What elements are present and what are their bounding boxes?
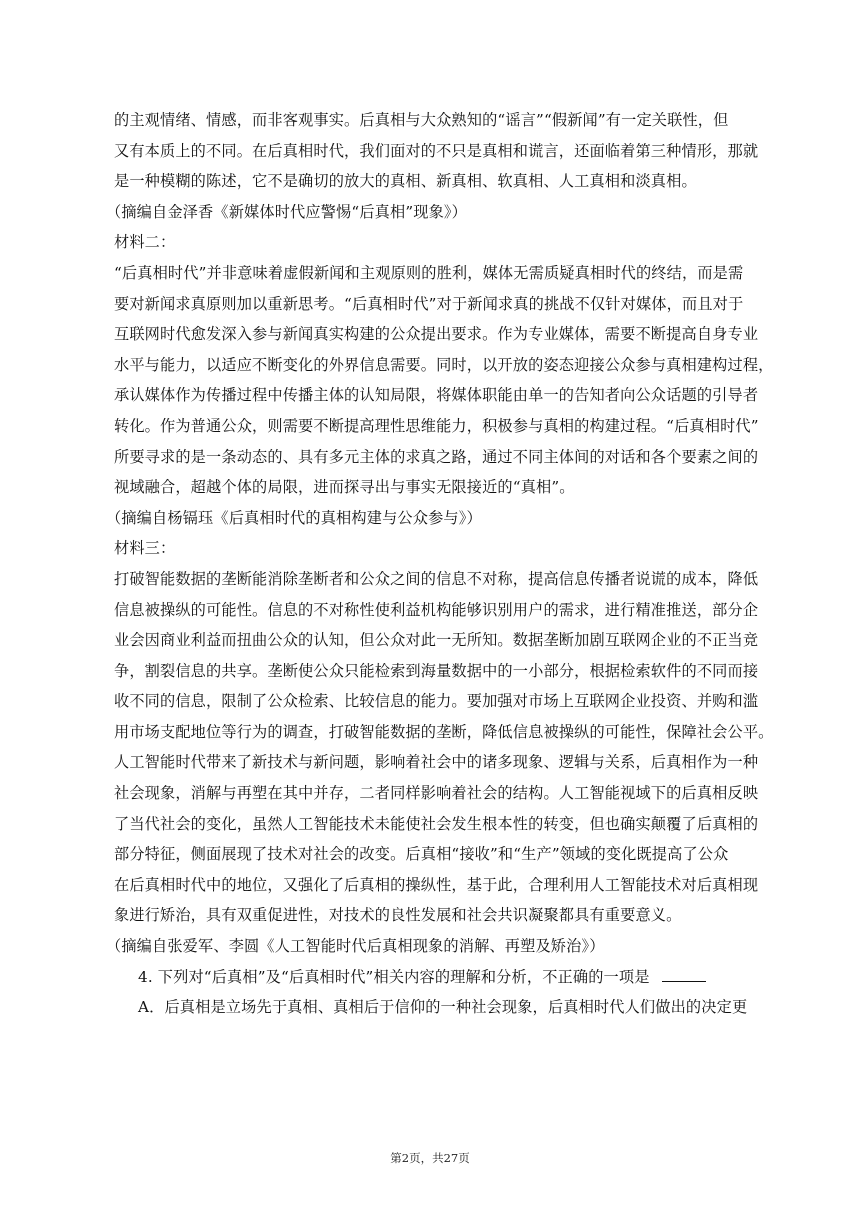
source-citation: [106, 503, 754, 534]
paragraph-line-text: 人工智能时代带来了新技术与新问题，影响着社会中的诸多现象、逻辑与关系，后真相作为一种: [114, 753, 759, 772]
paragraph-line-text: 象进行矫治，具有双重促进性，对技术的良性发展和社会共识凝聚都具有重要意义。: [114, 906, 682, 925]
source-citation: [106, 197, 754, 228]
paragraph-line-text: 的主观情绪、情感，而非客观事实。后真相与大众熟知的“谣言”“假新闻”有一定关联性，但: [114, 111, 729, 129]
paragraph-line-text: 部分特征，侧面展现了技术对社会的改变。后真相“接收”和“生产”领域的变化既提高了公众: [114, 845, 729, 864]
paragraph-line-text: 互联网时代愈发深入参与新闻真实构建的公众提出要求。作为专业媒体，需要不断提高自身专业: [114, 325, 759, 344]
paragraph-line: [114, 258, 754, 289]
paragraph-line: [114, 105, 754, 136]
paragraph-line-text: “后真相时代”并非意味着虚假新闻和主观原则的胜利，媒体无需质疑真相时代的终结，而是需: [114, 263, 744, 282]
answer-option: [114, 992, 754, 1023]
paragraph-line: [114, 319, 759, 350]
paragraph-line-text: 信息被操纵的可能性。信息的不对称性使利益机构能够识别用户的需求，进行精准推送，部分企: [114, 600, 759, 619]
paragraph-line-text: 社会现象，消解与再塑在其中并存，二者同样影响着社会的结构。人工智能视域下的后真相反映: [114, 784, 759, 803]
answer-blank: [662, 963, 706, 982]
paragraph-line: [114, 166, 754, 197]
paragraph-line-text: 所要寻求的是一条动态的、具有多元主体的求真之路，通过不同主体间的对话和各个要素之间的: [114, 447, 759, 466]
paragraph-line: [114, 136, 759, 167]
paragraph-line-text: 视域融合，超越个体的局限，进而探寻出与事实无限接近的“真相”。: [114, 478, 575, 497]
paragraph-line: [114, 625, 759, 656]
section-heading-text: 材料三：: [114, 539, 176, 558]
paragraph-line-text: 在后真相时代中的地位，又强化了后真相的操纵性，基于此，合理利用人工智能技术对后真相现: [114, 875, 759, 894]
paragraph-line-text: 转化。作为普通公众，则需要不断提高理性思维能力，积极参与真相的构建过程。“后真相时代”: [114, 416, 759, 435]
question-line-text: 4. 下列对“后真相”及“后真相时代”相关内容的理解和分析，不正确的一项是: [138, 967, 650, 986]
paragraph-line: [114, 472, 754, 503]
paragraph-line-text: 是一种模糊的陈述，它不是确切的放大的真相、新真相、软真相、人工真相和淡真相。: [114, 172, 697, 191]
paragraph-line: [114, 870, 759, 901]
paragraph-line-text: 要对新闻求真原则加以重新思考。“后真相时代”对于新闻求真的挑战不仅针对媒体，而且对于: [114, 294, 744, 313]
section-heading: [114, 227, 754, 258]
paragraph-line-text: 争，割裂信息的共享。垄断使公众只能检索到海量数据中的一小部分，根据检索软件的不同而接: [114, 661, 759, 680]
paragraph-line: [114, 595, 759, 626]
paragraph-line: [114, 809, 759, 840]
paragraph-line: [114, 717, 774, 748]
section-heading: [114, 533, 754, 564]
source-citation-text: （摘编自张爱军、李圆《人工智能时代后真相现象的消解、再塑及矫治》）: [106, 937, 605, 956]
section-heading-text: 材料二：: [114, 233, 176, 252]
answer-option-text: A．后真相是立场先于真相、真相后于信仰的一种社会现象，后真相时代人们做出的决定更: [138, 998, 748, 1017]
paragraph-line: [114, 900, 754, 931]
paragraph-line-text: 打破智能数据的垄断能消除垄断者和公众之间的信息不对称，提高信息传播者说谎的成本，降低: [114, 569, 759, 588]
paragraph-line: [114, 442, 759, 473]
source-citation-text: （摘编自金泽香《新媒体时代应警惕“后真相”现象》）: [106, 202, 467, 221]
paragraph-line: [114, 380, 759, 411]
paragraph-line: [114, 656, 759, 687]
paragraph-line: [114, 411, 759, 442]
paragraph-line-text: 承认媒体作为传播过程中传播主体的认知局限，将媒体职能由单一的告知者向公众话题的引导者: [114, 386, 759, 405]
paragraph-line: [114, 686, 759, 717]
paragraph-line-text: 又有本质上的不同。在后真相时代，我们面对的不只是真相和谎言，还面临着第三种情形，那就: [114, 141, 759, 160]
paragraph-line: [114, 778, 759, 809]
paragraph-line-text: 用市场支配地位等行为的调查，打破智能数据的垄断，降低信息被操纵的可能性，保障社会公平。: [114, 722, 774, 741]
paragraph-line: [114, 564, 759, 595]
paragraph-line: [114, 747, 759, 778]
question-line: [114, 962, 754, 993]
paragraph-line: [114, 839, 754, 870]
paragraph-line: [114, 350, 774, 381]
paragraph-line: [114, 289, 754, 320]
paragraph-line-text: 业会因商业利益而扭曲公众的认知，但公众对此一无所知。数据垄断加剧互联网企业的不正当竞: [114, 631, 759, 650]
source-citation: [106, 931, 754, 962]
document-body: [106, 105, 774, 1023]
paragraph-line-text: 了当代社会的变化，虽然人工智能技术未能使社会发生根本性的转变，但也确实颠覆了后真相的: [114, 814, 759, 833]
paragraph-line-text: 水平与能力，以适应不断变化的外界信息需要。同时，以开放的姿态迎接公众参与真相建构过程，: [114, 355, 774, 374]
paragraph-line-text: 收不同的信息，限制了公众检索、比较信息的能力。要加强对市场上互联网企业投资、并购和滥: [114, 692, 759, 711]
page-footer: 第2页，共27页: [390, 1151, 470, 1165]
source-citation-text: （摘编自杨镉珏《后真相时代的真相构建与公众参与》）: [106, 508, 482, 527]
